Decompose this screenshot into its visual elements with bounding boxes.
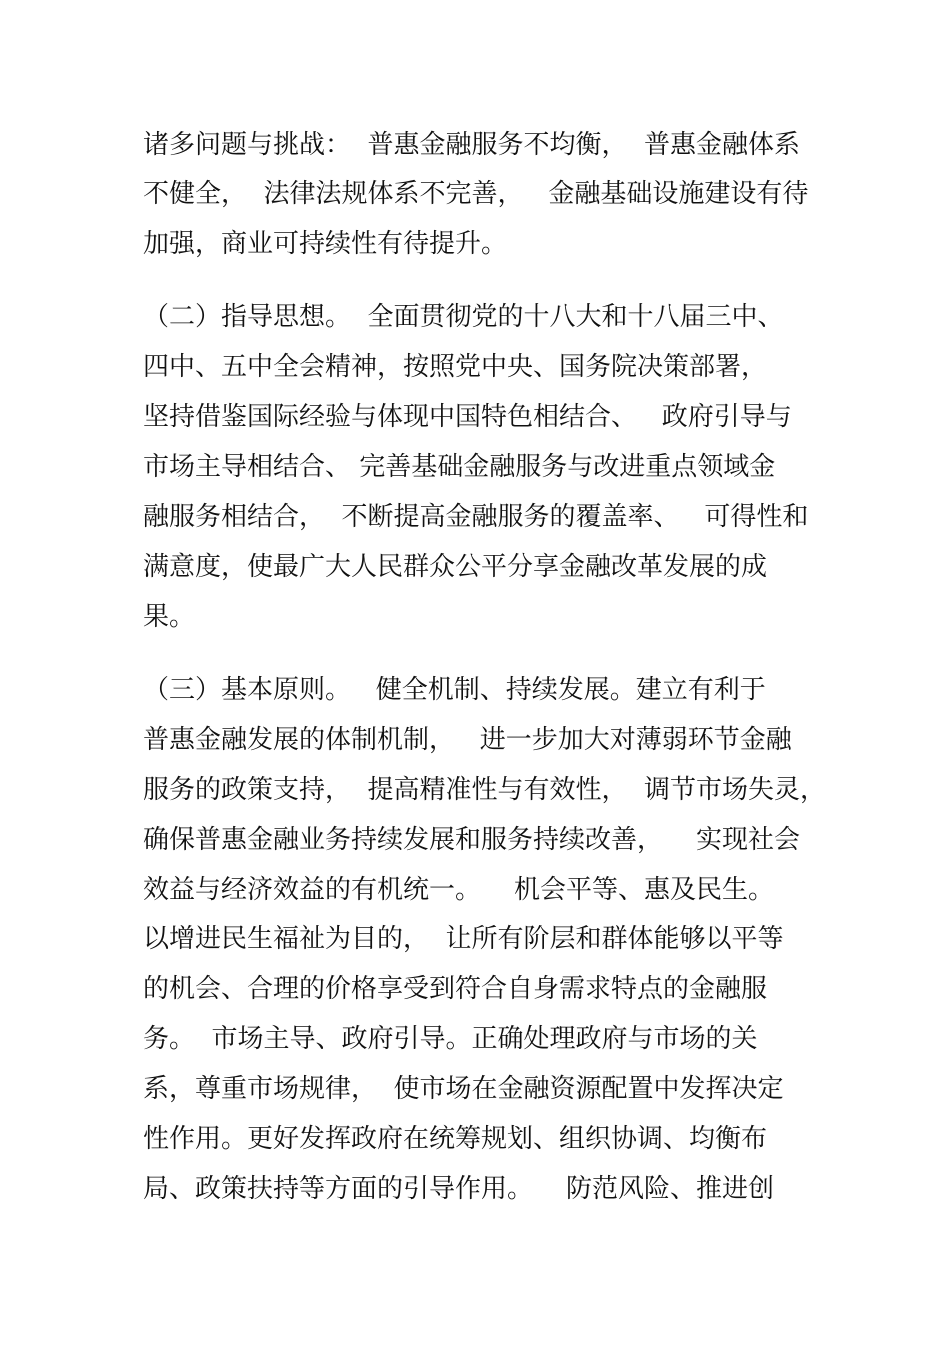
paragraph-1-line-3: 加强，商业可持续性有待提升。	[143, 229, 508, 259]
paragraph-1-line-1: 诸多问题与挑战： 普惠金融服务不均衡， 普惠金融体系	[143, 130, 801, 160]
paragraph-3-line-3: 服务的政策支持， 提高精准性与有效性， 调节市场失灵，	[143, 775, 827, 805]
paragraph-3-line-7: 的机会、合理的价格享受到符合自身需求特点的金融服	[143, 974, 768, 1004]
paragraph-3-line-4: 确保普惠金融业务持续发展和服务持续改善， 实现社会	[143, 825, 801, 855]
paragraph-3-line-6: 以增进民生福祉为目的， 让所有阶层和群体能够以平等	[143, 924, 784, 954]
paragraph-2-line-1: （二）指导思想。 全面贯彻党的十八大和十八届三中、	[143, 302, 784, 332]
paragraph-3-line-2: 普惠金融发展的体制机制， 进一步加大对薄弱环节金融	[143, 725, 792, 755]
paragraph-3-line-1: （三）基本原则。 健全机制、持续发展。建立有利于	[143, 675, 766, 705]
paragraph-2-line-3: 坚持借鉴国际经验与体现中国特色相结合、 政府引导与	[143, 402, 792, 432]
paragraph-2-line-6: 满意度，使最广大人民群众公平分享金融改革发展的成	[143, 552, 768, 582]
paragraph-3-line-8: 务。 市场主导、政府引导。正确处理政府与市场的关	[143, 1024, 758, 1054]
paragraph-3-line-5: 效益与经济效益的有机统一。 机会平等、惠及民生。	[143, 875, 775, 905]
paragraph-2-line-4: 市场主导相结合、 完善基础金融服务与改进重点领域金	[143, 452, 776, 482]
paragraph-3-line-10: 性作用。更好发挥政府在统筹规划、组织协调、均衡布	[143, 1124, 768, 1154]
paragraph-2-line-5: 融服务相结合， 不断提高金融服务的覆盖率、 可得性和	[143, 502, 809, 532]
paragraph-2-line-2: 四中、五中全会精神，按照党中央、国务院决策部署，	[143, 352, 768, 382]
paragraph-3-line-11: 局、政策扶持等方面的引导作用。 防范风险、推进创	[143, 1174, 775, 1204]
paragraph-3-line-9: 系，尊重市场规律， 使市场在金融资源配置中发挥决定	[143, 1074, 784, 1104]
paragraph-1-line-2: 不健全， 法律法规体系不完善， 金融基础设施建设有待	[143, 179, 809, 209]
paragraph-2-line-7: 果。	[143, 602, 196, 632]
